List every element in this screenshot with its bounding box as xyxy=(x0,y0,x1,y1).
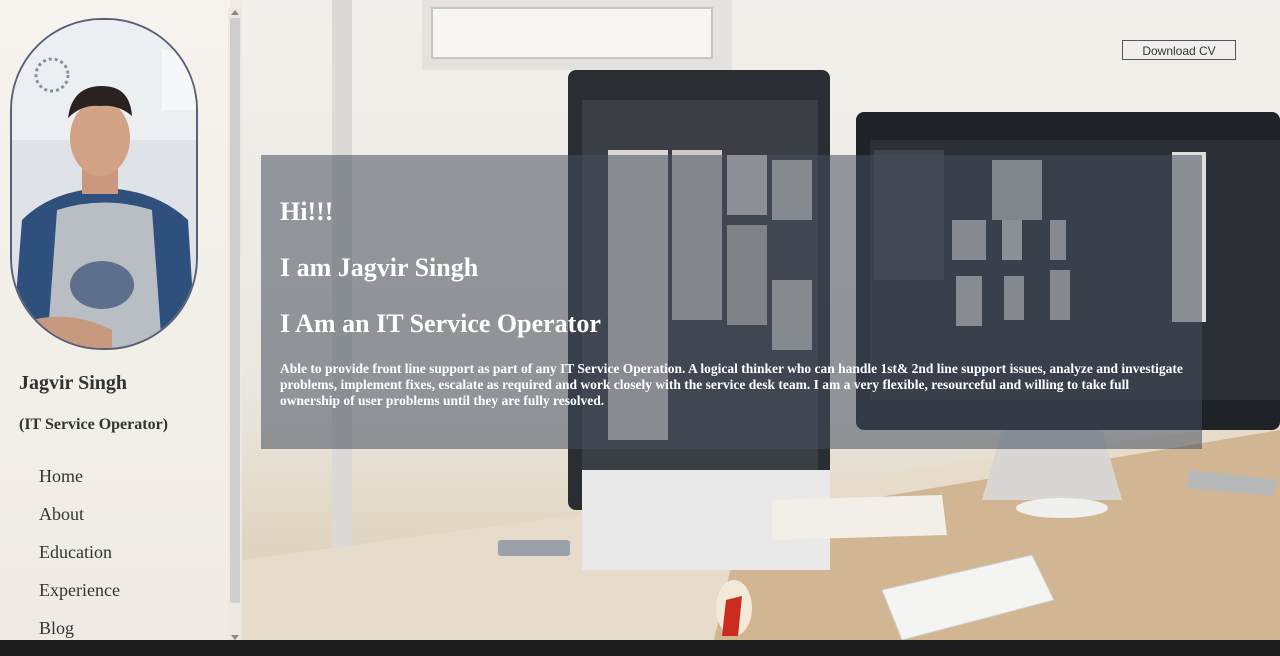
scroll-up-arrow-icon[interactable] xyxy=(231,10,239,15)
sidebar xyxy=(0,0,230,648)
hero-intro: I am Jagvir Singh xyxy=(280,253,479,282)
hero-overlay xyxy=(261,155,1202,449)
hero-greeting: Hi!!! xyxy=(280,197,334,226)
avatar xyxy=(10,18,198,350)
nav-item-about[interactable]: About xyxy=(39,504,84,524)
profile-role: (IT Service Operator) xyxy=(19,416,168,433)
hero-title: I Am an IT Service Operator xyxy=(280,309,601,338)
nav-item-experience[interactable]: Experience xyxy=(39,580,120,600)
hero-section xyxy=(242,0,1280,648)
download-cv-button[interactable]: Download CV xyxy=(1122,40,1236,60)
nav-item-blog[interactable]: Blog xyxy=(39,618,75,638)
monitor-bezel xyxy=(0,640,1280,656)
hero-bio: Able to provide front line support as part of any IT Service Operation. A logical thinker who can handle 1st& 2nd line support issues, analyze and investigate problems, implement fixes, escalate as required and work closely with the service desk team. I am a very flexible, resourceful and willing to take full ownership of user problems until they are fully resolved. xyxy=(280,361,1183,408)
nav-item-education[interactable]: Education xyxy=(39,542,112,562)
nav-item-home[interactable]: Home xyxy=(39,466,83,486)
scroll-thumb[interactable] xyxy=(230,18,240,603)
sidebar-nav xyxy=(39,462,120,648)
sidebar-scrollbar[interactable] xyxy=(228,8,242,642)
profile-name: Jagvir Singh xyxy=(19,372,127,394)
profile-photo xyxy=(12,20,196,348)
